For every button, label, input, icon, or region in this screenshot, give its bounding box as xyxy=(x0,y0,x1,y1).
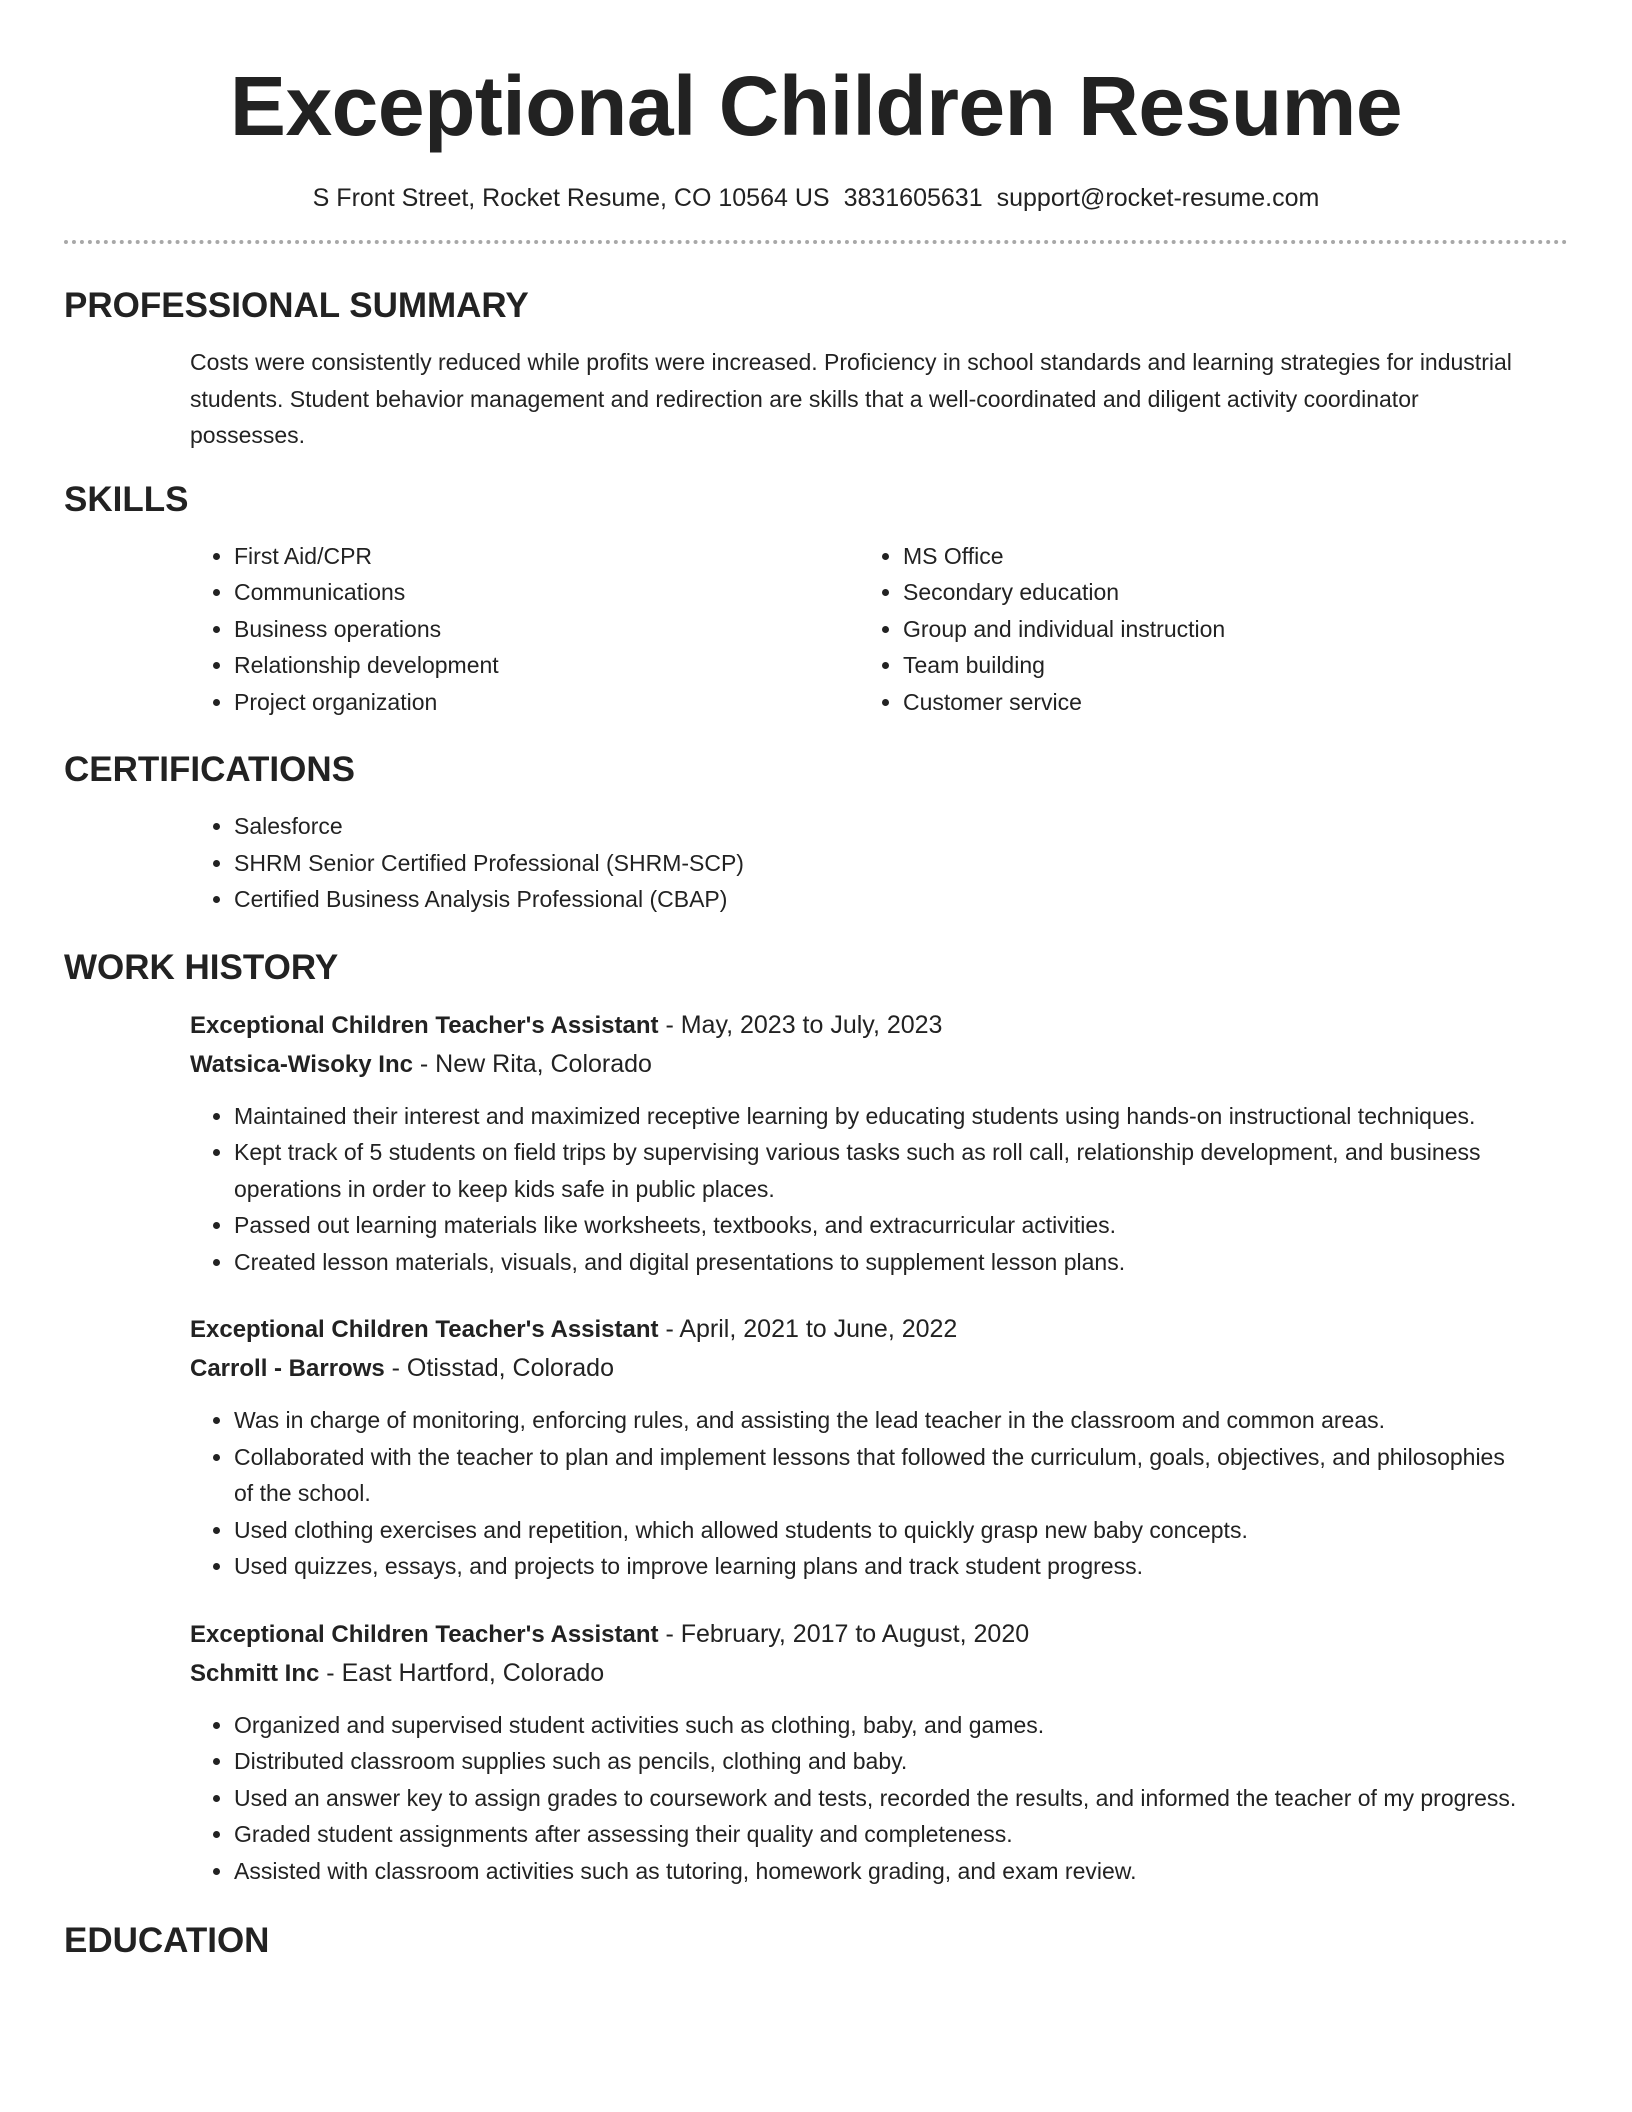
skill-item: • Customer service xyxy=(903,684,1528,721)
job-duty: • Maintained their interest and maximized receptive learning by educating students using hands-on instructional techniques. xyxy=(234,1098,1528,1135)
contact-address: S Front Street, Rocket Resume, CO 10564 US xyxy=(312,184,830,212)
skill-item: • MS Office xyxy=(903,538,1528,575)
header-divider xyxy=(64,240,1568,244)
job-duty: • Distributed classroom supplies such as pencils, clothing and baby. xyxy=(234,1743,1528,1780)
skills-grid xyxy=(190,538,1528,721)
job-company-line xyxy=(190,1349,1528,1388)
skill-item: • Team building xyxy=(903,647,1528,684)
job-title-line xyxy=(190,1006,1528,1045)
job-dates: - May, 2023 to July, 2023 xyxy=(658,1010,943,1039)
job-dates: - February, 2017 to August, 2020 xyxy=(658,1619,1030,1648)
skill-item: • Secondary education xyxy=(903,574,1528,611)
job-duty: • Assisted with classroom activities such as tutoring, homework grading, and exam review. xyxy=(234,1853,1528,1890)
job-duty: • Created lesson materials, visuals, and digital presentations to supplement lesson plans. xyxy=(234,1244,1528,1281)
education-section xyxy=(64,1919,1568,1963)
job-duties xyxy=(190,1402,1528,1585)
skill-item: • Relationship development xyxy=(234,647,859,684)
contact-line xyxy=(64,182,1568,214)
job-title: Exceptional Children Teacher's Assistant xyxy=(190,1316,659,1343)
job-company: Schmitt Inc xyxy=(190,1659,320,1687)
summary-text: Costs were consistently reduced while profits were increased. Proficiency in school standards and learning strategies for industrial students. Student behavior management and redirection are skills that a well-coordinated and diligent activity coordinator possesses. xyxy=(190,349,1512,448)
job-company-line xyxy=(190,1045,1528,1084)
job-entry xyxy=(190,1006,1528,1281)
certification-item: • Certified Business Analysis Professional (CBAP) xyxy=(234,881,1528,918)
summary-heading: PROFESSIONAL SUMMARY xyxy=(64,286,529,325)
job-duty: • Graded student assignments after assessing their quality and completeness. xyxy=(234,1816,1528,1853)
skill-item: • Communications xyxy=(234,574,859,611)
education-heading: EDUCATION xyxy=(64,1921,270,1960)
work-history-heading: WORK HISTORY xyxy=(64,947,339,987)
job-duties xyxy=(190,1707,1528,1890)
contact-email: support@rocket-resume.com xyxy=(996,184,1320,212)
job-entry xyxy=(190,1310,1528,1585)
job-duty: • Collaborated with the teacher to plan and implement lessons that followed the curriculum, goals, objectives, and philosophies of the school. xyxy=(234,1439,1528,1512)
job-title-line xyxy=(190,1615,1528,1654)
skill-item: • Project organization xyxy=(234,684,859,721)
job-duty: • Used an answer key to assign grades to coursework and tests, recorded the results, and informed the teacher of my progress. xyxy=(234,1780,1528,1817)
certifications-heading: CERTIFICATIONS xyxy=(64,750,356,789)
certification-item: • SHRM Senior Certified Professional (SHRM-SCP) xyxy=(234,845,1528,882)
job-duty: • Used quizzes, essays, and projects to improve learning plans and track student progress. xyxy=(234,1548,1528,1585)
certifications-section xyxy=(64,748,1568,918)
job-location: - East Hartford, Colorado xyxy=(319,1658,605,1687)
job-duty: • Was in charge of monitoring, enforcing rules, and assisting the lead teacher in the classroom and common areas. xyxy=(234,1402,1528,1439)
certifications-list xyxy=(190,808,1528,918)
job-entry xyxy=(190,1615,1528,1890)
certification-item: • Salesforce xyxy=(234,808,1528,845)
job-duty: • Passed out learning materials like worksheets, textbooks, and extracurricular activities. xyxy=(234,1207,1528,1244)
summary-section xyxy=(64,284,1568,454)
job-company-line xyxy=(190,1654,1528,1693)
job-duties xyxy=(190,1098,1528,1281)
skills-heading: SKILLS xyxy=(64,479,189,519)
job-duty: • Used clothing exercises and repetition, which allowed students to quickly grasp new baby concepts. xyxy=(234,1512,1528,1549)
job-dates: - April, 2021 to June, 2022 xyxy=(658,1315,958,1343)
job-location: - New Rita, Colorado xyxy=(412,1049,652,1078)
skill-item: • Group and individual instruction xyxy=(903,611,1528,648)
job-company: Watsica-Wisoky Inc xyxy=(190,1050,413,1078)
skill-item: • First Aid/CPR xyxy=(234,538,859,575)
skill-item: • Business operations xyxy=(234,611,859,648)
job-company: Carroll - Barrows xyxy=(190,1355,385,1382)
contact-phone: 3831605631 xyxy=(843,184,983,212)
skills-list-right xyxy=(859,538,1528,721)
skills-list-left xyxy=(190,538,859,721)
job-title: Exceptional Children Teacher's Assistant xyxy=(190,1011,659,1039)
job-duty: • Organized and supervised student activities such as clothing, baby, and games. xyxy=(234,1707,1528,1744)
skills-section xyxy=(64,478,1568,721)
job-title: Exceptional Children Teacher's Assistant xyxy=(190,1620,659,1648)
resume-title: Exceptional Children Resume xyxy=(229,59,1403,153)
job-location: - Otisstad, Colorado xyxy=(384,1354,614,1382)
job-title-line xyxy=(190,1310,1528,1349)
work-history-section xyxy=(64,946,1568,1890)
job-duty: • Kept track of 5 students on field trips by supervising various tasks such as roll call, relationship development, and business operations in order to keep kids safe in public places. xyxy=(234,1134,1528,1207)
